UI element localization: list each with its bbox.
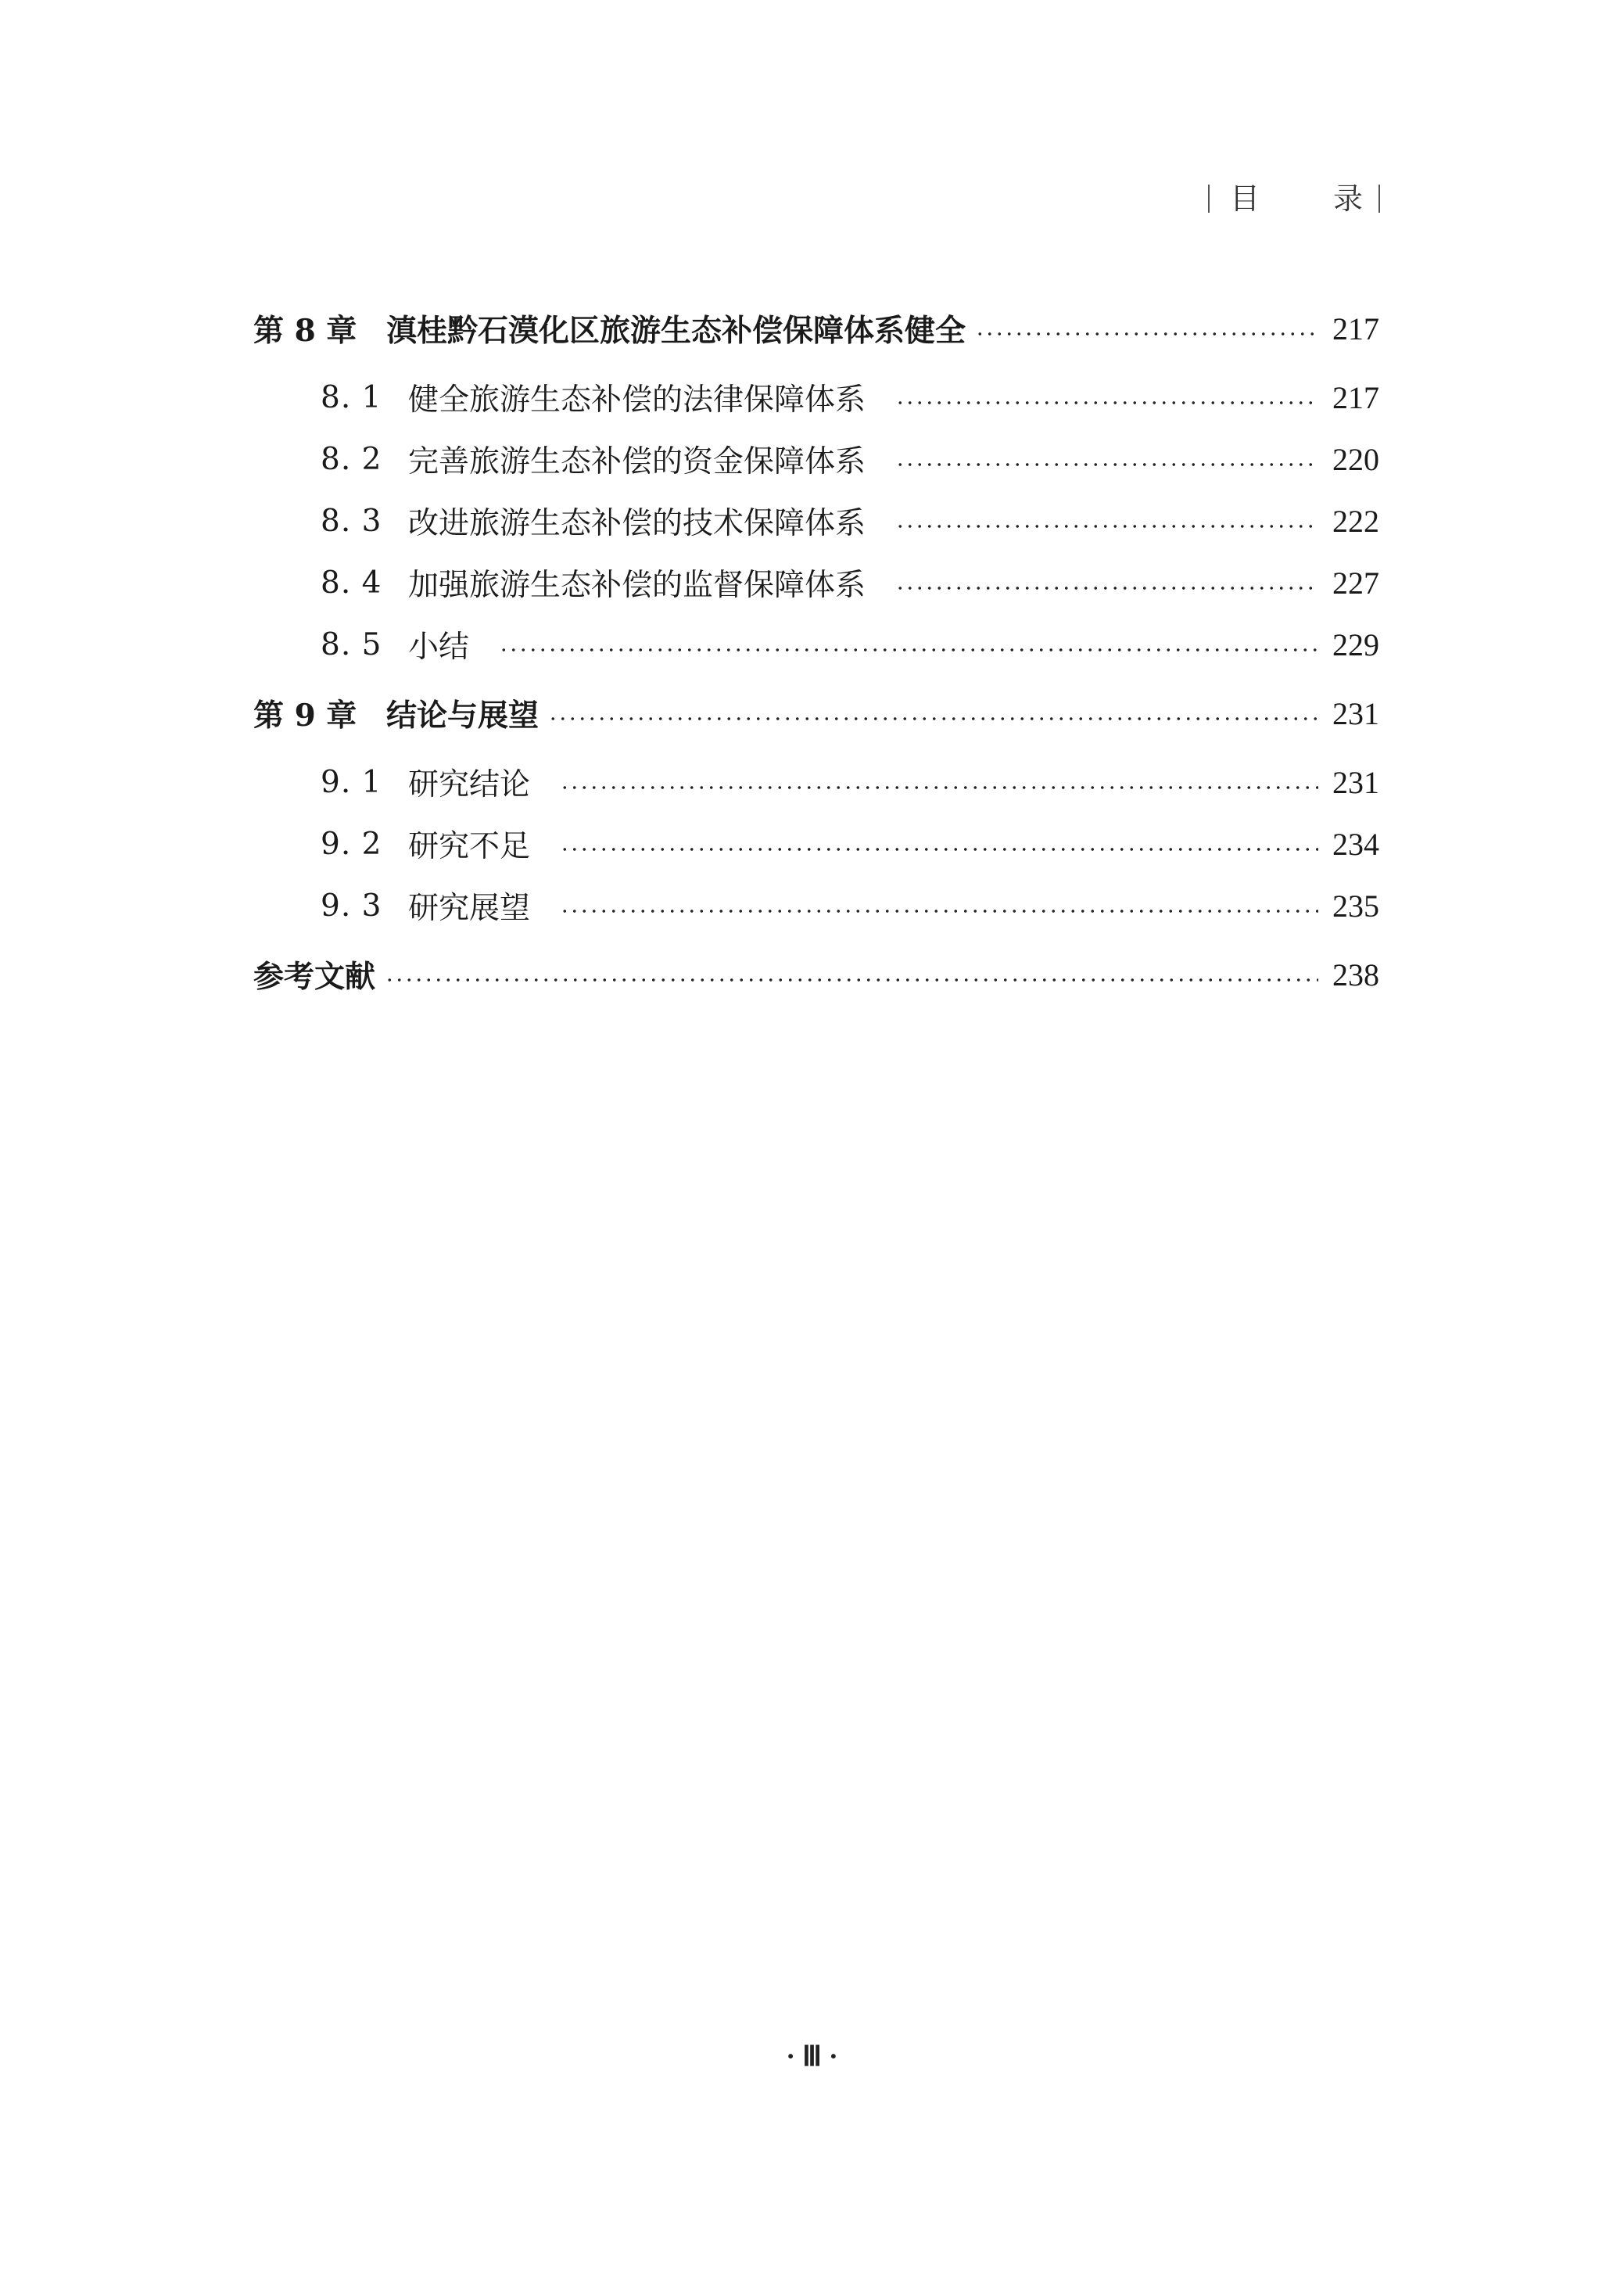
toc-section-number: 9. 3 xyxy=(321,888,382,924)
running-header xyxy=(1208,178,1380,219)
toc-section-number: 8. 1 xyxy=(321,379,382,415)
toc-section-title: 改进旅游生态补偿的技术保障体系 xyxy=(408,506,866,541)
header-title-left: 目 xyxy=(1230,181,1260,216)
toc-entry-section-9-2[interactable] xyxy=(321,820,1379,867)
toc-leader-dots xyxy=(560,786,1318,789)
toc-entry-chapter-8[interactable] xyxy=(253,305,1379,352)
toc-leader-dots xyxy=(548,717,1318,720)
toc-leader-dots xyxy=(975,332,1318,336)
toc-section-title: 完善旅游生态补偿的资金保障体系 xyxy=(408,444,866,479)
toc-leader-dots xyxy=(385,978,1318,982)
toc-section-title: 研究不足 xyxy=(408,829,531,864)
toc-leader-dots xyxy=(895,525,1318,528)
toc-section-title: 加强旅游生态补偿的监督保障体系 xyxy=(408,568,866,603)
toc-page-number: 217 xyxy=(1332,379,1379,415)
toc-entry-section-8-4[interactable] xyxy=(321,559,1379,606)
toc-entry-section-8-5[interactable] xyxy=(321,621,1379,668)
toc-page-number: 222 xyxy=(1332,503,1379,539)
toc-section-number: 8. 4 xyxy=(321,565,382,601)
toc-entry-section-8-1[interactable] xyxy=(321,374,1379,421)
toc-page-number: 231 xyxy=(1332,695,1379,731)
toc-entry-references[interactable] xyxy=(253,951,1379,998)
toc-chapter-number: 第 8 章 xyxy=(253,313,357,349)
toc-section-title: 研究结论 xyxy=(408,767,531,802)
toc-section-number: 8. 5 xyxy=(321,626,382,662)
toc-section-number: 9. 1 xyxy=(321,764,382,800)
toc-entry-section-8-3[interactable] xyxy=(321,497,1379,544)
header-title-right: 录 xyxy=(1332,181,1363,216)
toc-leader-dots xyxy=(895,463,1318,466)
toc-section-title: 小结 xyxy=(408,630,470,665)
toc-chapter-number: 第 9 章 xyxy=(253,698,357,734)
toc-section-number: 8. 3 xyxy=(321,503,382,539)
toc-page-number: 229 xyxy=(1332,626,1379,662)
toc-leader-dots xyxy=(560,910,1318,913)
header-rule-right xyxy=(1378,185,1380,213)
toc-entry-section-8-2[interactable] xyxy=(321,436,1379,483)
toc-chapter-title: 参考文献 xyxy=(253,959,376,995)
toc-page-number: 238 xyxy=(1332,957,1379,992)
toc-page-number: 220 xyxy=(1332,441,1379,477)
header-title xyxy=(1230,178,1363,219)
toc-entry-section-9-3[interactable] xyxy=(321,882,1379,929)
toc-leader-dots xyxy=(895,401,1318,404)
toc-leader-dots xyxy=(560,848,1318,851)
toc-page-number: 217 xyxy=(1332,310,1379,346)
toc-page-number: 227 xyxy=(1332,565,1379,601)
toc-entry-section-9-1[interactable] xyxy=(321,759,1379,806)
toc-chapter-title: 滇桂黔石漠化区旅游生态补偿保障体系健全 xyxy=(386,313,966,349)
toc-leader-dots xyxy=(499,648,1318,651)
toc-section-title: 健全旅游生态补偿的法律保障体系 xyxy=(408,382,866,418)
toc-page-number: 235 xyxy=(1332,888,1379,924)
toc-page-number: 234 xyxy=(1332,826,1379,862)
page-folio: · Ⅲ · xyxy=(786,2040,838,2072)
toc-entry-chapter-9[interactable] xyxy=(253,690,1379,737)
toc-section-title: 研究展望 xyxy=(408,891,531,926)
toc-chapter-title: 结论与展望 xyxy=(386,698,540,734)
header-rule-left xyxy=(1208,185,1210,213)
toc-section-number: 8. 2 xyxy=(321,441,382,477)
toc-section-number: 9. 2 xyxy=(321,826,382,862)
toc-page-number: 231 xyxy=(1332,764,1379,800)
toc-leader-dots xyxy=(895,587,1318,590)
